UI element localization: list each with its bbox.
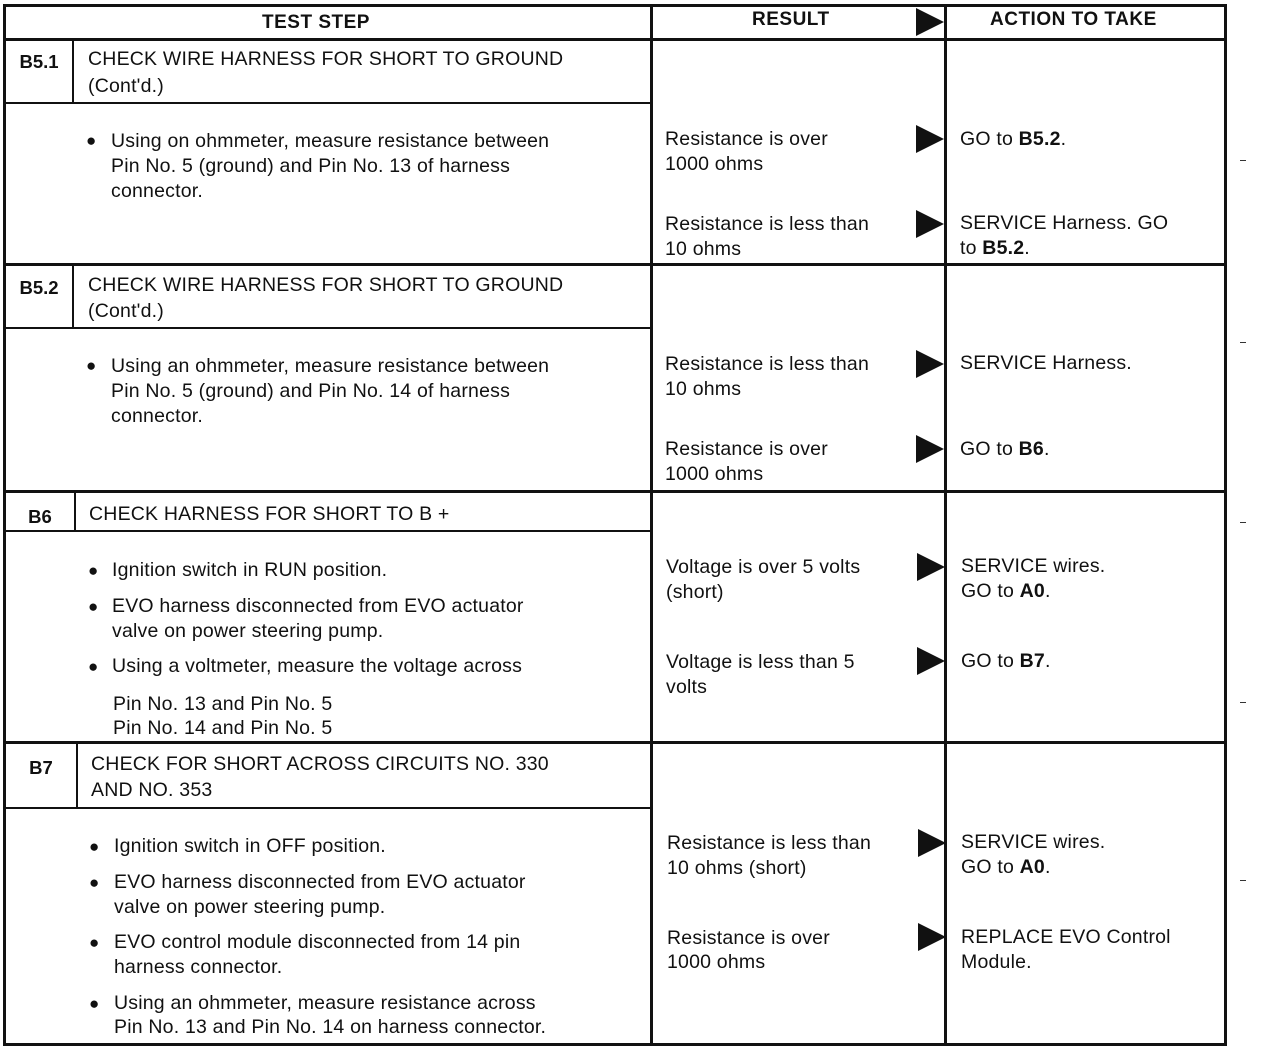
- arrow-icon: [918, 923, 946, 951]
- bullet-icon: ●: [89, 933, 100, 952]
- title-rule-b51: [3, 102, 652, 104]
- result-text: (short): [666, 581, 724, 603]
- bullet-icon: ●: [89, 837, 100, 856]
- instruction-line: Pin No. 5 (ground) and Pin No. 14 of harness: [111, 380, 511, 402]
- result-text: 10 ohms (short): [667, 857, 807, 879]
- result-text: Resistance is less than: [665, 353, 870, 375]
- step-id: B6: [28, 506, 52, 527]
- result-text: 1000 ohms: [667, 951, 766, 973]
- step-id: B5.2: [19, 277, 59, 298]
- result-text: Resistance is over: [665, 128, 828, 150]
- frame-bottom: [3, 1043, 1226, 1046]
- instruction-line: harness connector.: [114, 956, 283, 978]
- instruction-line: valve on power steering pump.: [112, 620, 384, 642]
- action-text: Module.: [961, 951, 1032, 973]
- id-divider-b7: [76, 743, 78, 809]
- margin-tick: [1240, 160, 1246, 161]
- step-title: CHECK WIRE HARNESS FOR SHORT TO GROUND: [88, 274, 564, 296]
- instruction-line: EVO harness disconnected from EVO actuator: [114, 871, 526, 893]
- bullet-icon: ●: [88, 597, 99, 616]
- result-text: Voltage is less than 5: [666, 651, 855, 673]
- margin-tick: [1240, 702, 1246, 703]
- instruction-line: Pin No. 13 and Pin No. 14 on harness connector.: [114, 1016, 547, 1038]
- header-rule: [3, 38, 1226, 41]
- section-rule-b7: [3, 741, 1226, 744]
- arrow-icon: [917, 553, 945, 581]
- instruction-line: Using on ohmmeter, measure resistance between: [111, 130, 550, 152]
- bullet-icon: ●: [88, 657, 99, 676]
- action-text: SERVICE wires.: [961, 831, 1106, 853]
- action-text: GO to B6.: [960, 438, 1050, 460]
- action-text: GO to B7.: [961, 650, 1051, 672]
- arrow-icon: [916, 125, 944, 153]
- arrow-icon: [916, 350, 944, 378]
- instruction-line: connector.: [111, 180, 203, 202]
- result-text: Resistance is over: [665, 438, 828, 460]
- margin-tick: [1240, 522, 1246, 523]
- instruction-line: Using an ohmmeter, measure resistance across: [114, 992, 536, 1014]
- result-text: Voltage is over 5 volts: [666, 556, 861, 578]
- frame-right: [1224, 4, 1227, 1046]
- action-text: SERVICE Harness. GO: [960, 212, 1169, 234]
- instruction-line: Ignition switch in OFF position.: [114, 835, 386, 857]
- instruction-line: Pin No. 5 (ground) and Pin No. 13 of harness: [111, 155, 511, 177]
- frame-top: [3, 4, 1226, 7]
- margin-tick: [1240, 342, 1246, 343]
- result-text: 1000 ohms: [665, 153, 764, 175]
- instruction-line: Ignition switch in RUN position.: [112, 559, 388, 581]
- bullet-icon: ●: [89, 994, 100, 1013]
- action-text: REPLACE EVO Control: [961, 926, 1171, 948]
- title-rule-b7: [3, 807, 652, 809]
- arrow-icon: [916, 435, 944, 463]
- header-test-step: TEST STEP: [262, 12, 370, 33]
- bullet-icon: ●: [86, 356, 97, 375]
- action-text: SERVICE Harness.: [960, 352, 1132, 374]
- action-text: GO to A0.: [961, 856, 1051, 878]
- step-title: AND NO. 353: [91, 779, 213, 801]
- step-id: B5.1: [19, 51, 59, 72]
- instruction-line: Pin No. 14 and Pin No. 5: [113, 717, 333, 739]
- instruction-line: EVO control module disconnected from 14 pin: [114, 931, 521, 953]
- step-title: (Cont'd.): [88, 300, 164, 322]
- instruction-line: Pin No. 13 and Pin No. 5: [113, 693, 333, 715]
- step-title: CHECK FOR SHORT ACROSS CIRCUITS NO. 330: [91, 753, 549, 775]
- header-action: ACTION TO TAKE: [990, 9, 1157, 30]
- header-result: RESULT: [752, 9, 830, 30]
- result-text: 1000 ohms: [665, 463, 764, 485]
- result-text: Resistance is less than: [667, 832, 872, 854]
- header-arrow-icon: [916, 8, 944, 36]
- step-title: CHECK HARNESS FOR SHORT TO B +: [89, 503, 450, 525]
- result-text: Resistance is less than: [665, 213, 870, 235]
- col-divider-action: [944, 4, 947, 1046]
- instruction-line: connector.: [111, 405, 203, 427]
- result-text: Resistance is over: [667, 927, 830, 949]
- step-id: B7: [29, 757, 53, 778]
- action-text: to B5.2.: [960, 237, 1030, 259]
- margin-tick: [1240, 880, 1246, 881]
- instruction-line: Using a voltmeter, measure the voltage across: [112, 655, 523, 677]
- instruction-line: valve on power steering pump.: [114, 896, 386, 918]
- title-rule-b6: [3, 530, 652, 532]
- action-text: SERVICE wires.: [961, 555, 1106, 577]
- bullet-icon: ●: [89, 873, 100, 892]
- result-text: 10 ohms: [665, 378, 742, 400]
- action-text: GO to A0.: [961, 580, 1051, 602]
- arrow-icon: [918, 829, 946, 857]
- id-divider-b6: [74, 492, 76, 532]
- section-rule-b52: [3, 263, 1226, 266]
- id-divider-b51: [72, 40, 74, 104]
- col-divider-result: [650, 4, 653, 1046]
- result-text: 10 ohms: [665, 238, 742, 260]
- action-text: GO to B5.2.: [960, 128, 1067, 150]
- bullet-icon: ●: [88, 561, 99, 580]
- bullet-icon: ●: [86, 131, 97, 150]
- step-title: (Cont'd.): [88, 75, 164, 97]
- step-title: CHECK WIRE HARNESS FOR SHORT TO GROUND: [88, 48, 564, 70]
- section-rule-b6: [3, 490, 1226, 493]
- arrow-icon: [916, 210, 944, 238]
- arrow-icon: [917, 647, 945, 675]
- title-rule-b52: [3, 327, 652, 329]
- instruction-line: Using an ohmmeter, measure resistance between: [111, 355, 550, 377]
- instruction-line: EVO harness disconnected from EVO actuator: [112, 595, 524, 617]
- id-divider-b52: [72, 265, 74, 329]
- result-text: volts: [666, 676, 708, 698]
